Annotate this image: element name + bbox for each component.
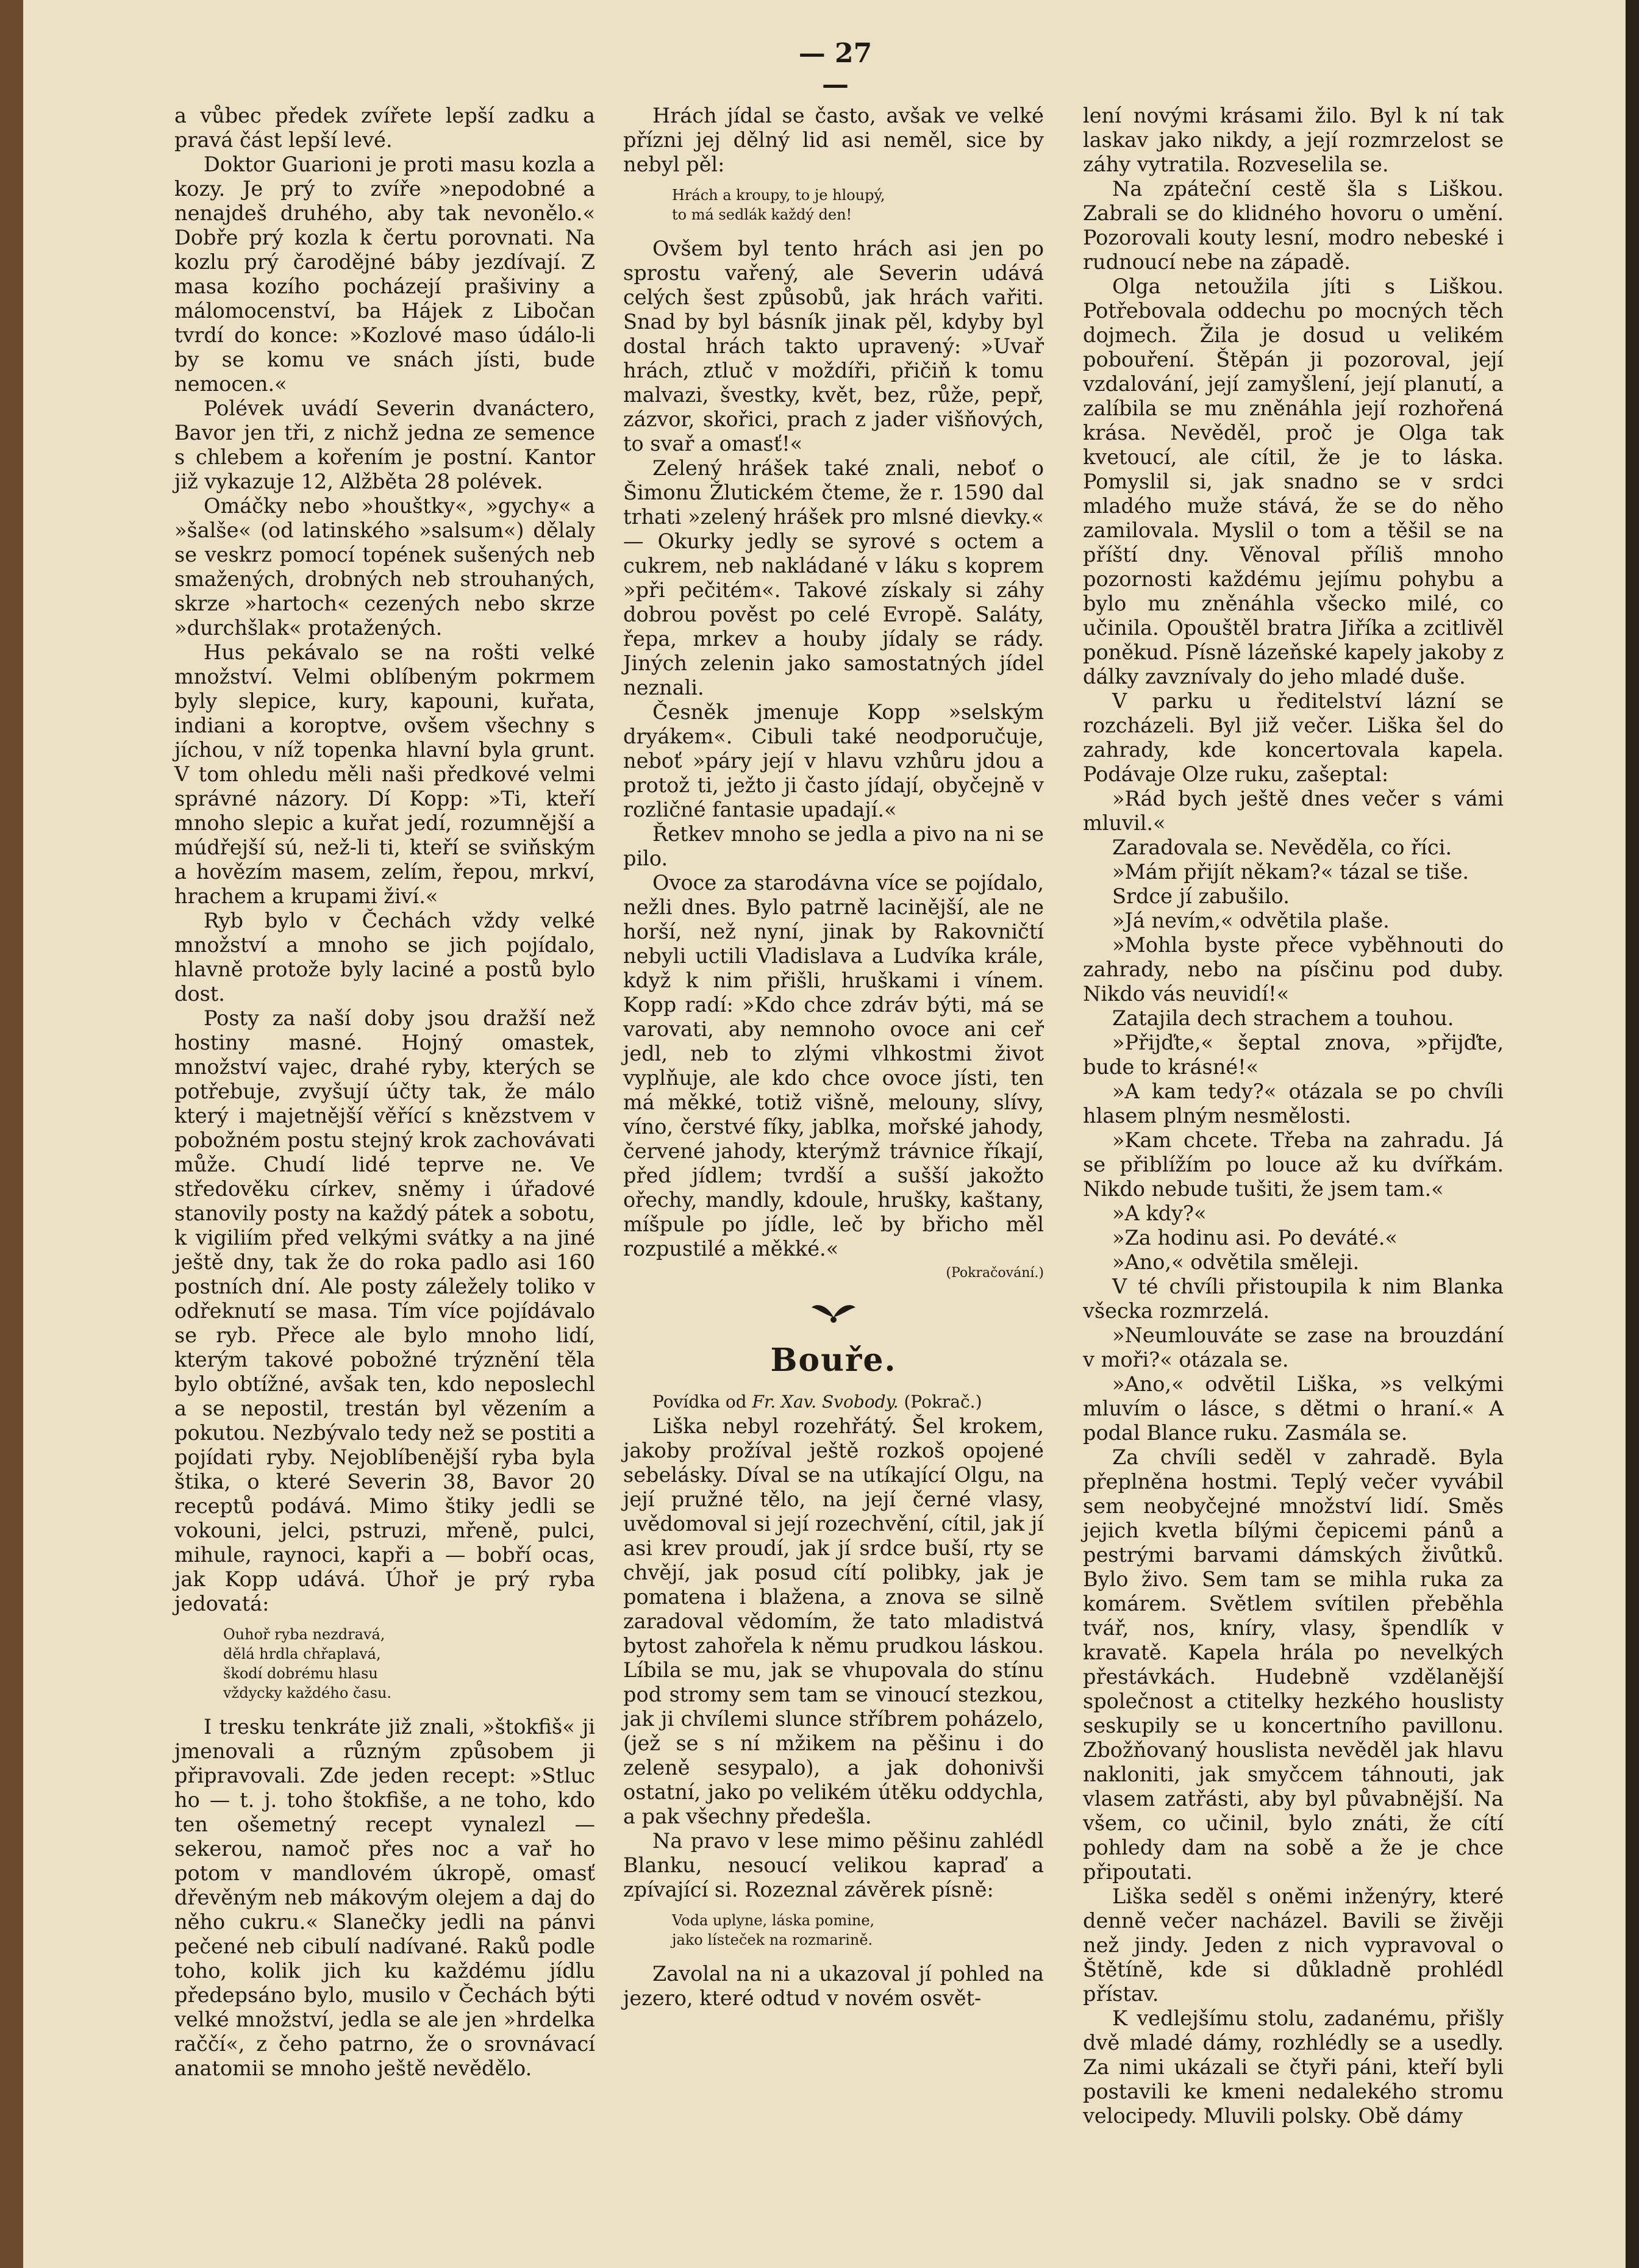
paragraph: Posty za naší doby jsou dražší než hostiny masné. Hojný omastek, množství vajec, drahé ryby, kterých se potřebuje, zvyšují účty tak, že málo který i majetnější věřící s knězstvem v pobožném postu stejný krok zachovávati může. Chudí lidé teprve ne. Ve středověku církev, sněmy i úřadové stanovily posty na každý pátek a sobotu, k vigiliím před velkými svátky a na jiné ještě dny, tak že do roka padlo asi 160 postních dní. Ale posty záležely toliko v odřeknutí se masa. Tím více pojídávalo se ryb. Přece ale bylo mnoho lidí, kterým takové pobožné trýznění těla bylo obtížné, avšak ten, kdo neposlechl a se nepostil, trestán byl vězením a pokutou. Nezbývalo tedy než se postiti a pojídati ryby. Nejoblíbenější ryba byla štika, o které Severin 38, Bavor 20 receptů podává. Mimo štiky jedli se vokouni, jelci, pstruzi, mřeně, pulci, mihule, raynoci, kapři a — bobří ocas, jak Kopp udává. Úhoř je prý ryba jedovatá:	[174, 1006, 595, 1615]
paragraph: Česněk jmenuje Kopp »selským dryákem«. Cibuli také neodporučuje, neboť »páry její v hlavu vzhůru jdou a protož ti, ježto ji často jídají, obyčejně v rozličné fantasie upadají.«	[623, 700, 1044, 821]
verse-line: to má sedlák každý den!	[672, 206, 852, 223]
verse-line: Voda uplyne, láska pomine,	[672, 1912, 875, 1929]
verse-song	[672, 1911, 1044, 1950]
story-subtitle	[623, 1390, 1044, 1414]
paragraph: »Ano,« odvětil Liška, »s velkými mluvím o lásce, s dětmi o hraní.« A podal Blance ruku. Zasmála se.	[1083, 1372, 1504, 1445]
paragraph: Omáčky nebo »houštky«, »gychy« a »šalše« (od latinského »salsum«) dělaly se veskrz pomocí topének sušených neb smažených, drobných neb strouhaných, skrze »hartoch« cezených nebo skrze »durchšlak« protažených.	[174, 494, 595, 640]
paragraph: a vůbec předek zvířete lepší zadku a pravá část lepší levé.	[174, 104, 595, 152]
paragraph: »Přijďte,« šeptal znova, »přijďte, bude to krásné!«	[1083, 1031, 1504, 1079]
column-2	[623, 104, 1044, 2011]
verse-line: Hrách a kroupy, to je hloupý,	[672, 187, 885, 204]
paragraph: Ovoce za starodávna více se pojídalo, nežli dnes. Bylo patrně lacinější, ale ne horší, než nyní, jinak by Rakovničtí nebyli uctili Vladislava a Ludvíka krále, když k nim přišli, hruškami i vínem. Kopp radí: »Kdo chce zdráv býti, má se varovati, aby nemnoho ovoce ani ceř jedl, neb to zlými vlhkostmi život vyplňuje, ale kdo chce ovoce jísti, ten má měkké, totiž višně, melouny, slívy, víno, čerstvé fíky, jablka, mořské jahody, červené jahody, kterýmž trávnice říkají, před jídlem; tvrdší a sušší jakožto ořechy, mandly, kdoule, hrušky, kaštany, míšpule po jídle, leč by břicho měl rozpustilé a měkké.«	[623, 871, 1044, 1261]
paragraph: »A kam tedy?« otázala se po chvíli hlasem plným nesmělosti.	[1083, 1079, 1504, 1128]
paragraph: »Mám přijít někam?« tázal se tiše.	[1112, 860, 1469, 884]
paragraph: Zaradovala se. Nevěděla, co říci.	[1112, 835, 1452, 859]
paragraph: Hrách jídal se často, avšak ve velké přízni jej dělný lid asi neměl, sice by nebyl pěl:	[623, 104, 1044, 176]
continued-note: (Pokračování.)	[946, 1265, 1044, 1281]
subtitle-prefix: Povídka od	[652, 1392, 747, 1412]
paragraph: Polévek uvádí Severin dvanáctero, Bavor jen tři, z nichž jedna ze semence s chlebem a kořením je postní. Kantor již vykazuje 12, Alžběta 28 polévek.	[174, 396, 595, 493]
paragraph: Zatajila dech strachem a touhou.	[1112, 1006, 1454, 1030]
verse-line: škodí dobrému hlasu	[223, 1665, 378, 1682]
paragraph: »Ano,« odvětila směleji.	[1112, 1250, 1360, 1274]
verse-peas	[672, 185, 1044, 224]
column-1	[174, 104, 595, 2081]
paragraph: K vedlejšímu stolu, zadanému, přišly dvě mladé dámy, rozhlédly se a usedly. Za nimi ukázali se čtyři páni, kteří byli postavili ke kmeni nedalekého stromu velocipedy. Mluvili polsky. Obě dámy	[1083, 2006, 1504, 2128]
paragraph: »Kam chcete. Třeba na zahradu. Já se přiblížím po louce až ku dvířkám. Nikdo nebude tušiti, že jsem tam.«	[1083, 1128, 1504, 1201]
subtitle-suffix: (Pokrač.)	[904, 1392, 982, 1412]
paragraph: Na pravo v lese mimo pěšinu zahlédl Blanku, nesoucí velikou kapraď a zpívající si. Rozeznal závěrek písně:	[623, 1829, 1044, 1901]
paragraph: Na zpáteční cestě šla s Liškou. Zabrali se do klidného hovoru o umění. Pozorovali kouty lesní, modro nebeské i rudnoucí nebe na západě.	[1083, 177, 1504, 274]
verse-line: dělá hrdla chřaplavá,	[223, 1645, 381, 1662]
verse-line: Ouhoř ryba nezdravá,	[223, 1626, 385, 1643]
paragraph: »Neumlouváte se zase na brouzdání v moři?« otázala se.	[1083, 1323, 1504, 1372]
page-right-edge	[1626, 0, 1639, 2268]
page-left-edge	[0, 0, 23, 2268]
paragraph: V té chvíli přistoupila k nim Blanka všecka rozmrzelá.	[1083, 1275, 1504, 1323]
paragraph: Olga netoužila jíti s Liškou. Potřebovala oddechu po mocných těch dojmech. Žila je dosud u velikém pobouření. Štěpán ji pozoroval, její vzdalování, její zamyšlení, její planutí, a zalíbila se mu zněnáhla její rozhořená krása. Nevěděl, proč je Olga tak kvetoucí, ale cítil, že je to láska. Pomyslil si, jak snadno se v srdci mladého muže stává, že se do něho zamilovala. Myslil o tom a těšil se na příští dny. Věnoval příliš mnoho pozornosti každému jejímu pohybu a bylo mu zněnáhla všecko milé, co učinila. Opouštěl bratra Jiříka a zcitlivěl poněkud. Písně lázeňské kapely jakoby z dálky zavznívaly do jeho mladé duše.	[1083, 274, 1504, 689]
paragraph: Liška nebyl rozehřátý. Šel krokem, jakoby prožíval ještě rozkoš opojené sebelásky. Díval se na utíkající Olgu, na její pružné tělo, na její černé vlasy, uvědomoval si její rozechvění, cítil, jak jí asi krev proudí, jak jí srdce buší, rty se chvějí, jak posud cítí polibky, jak je pomatena i blažena, a znova se silně zaradoval vědomím, že tato mladistvá bytost zahořela k němu prudkou láskou. Líbila se mu, jak se vhupovala do stínu pod stromy sem tam se vinoucí stezkou, jak ji chvílemi slunce stříbrem poházelo, (jež se s ní mžikem na pěšinu i do zeleně sesypalo), a jak dohonivši ostatní, jako po velikém útěku oddychla, a pak všechny předešla.	[623, 1414, 1044, 1828]
paragraph: I tresku tenkráte již znali, »štokfiš« ji jmenovali a různým způsobem ji připravovali. Zde jeden recept: »Stluc ho — t. j. toho štokfiše, a ne toho, kdo ten ošemetný recept vynalezl — sekerou, namoč přes noc a vař ho potom v mandlovém úkropě, omasť dřevěným neb mákovým olejem a daj do něho cukru.« Slanečky jedli na pánvi pečené neb cibulí nadívané. Raků podle toho, kolik jich ku každému jídlu předepsáno bylo, musilo v Čechách býti velké množství, jedla se ale jen »hrdelka raččí«, z čeho patrno, že o srovnávací anatomii se mnoho ještě nevědělo.	[174, 1715, 595, 2080]
paragraph: Řetkev mnoho se jedla a pivo na ni se pilo.	[623, 822, 1044, 870]
paragraph: lení novými krásami žilo. Byl k ní tak laskav jako nikdy, a její rozmrzelost se záhy vytratila. Rozveselila se.	[1083, 104, 1504, 176]
story-author: Fr. Xav. Svobody.	[752, 1392, 899, 1412]
paragraph: Ovšem byl tento hrách asi jen po sprostu vařený, ale Severin udává celých šest způsobů, jak hrách vařiti. Snad by byl básník jinak pěl, kdyby byl dostal hrách takto upravený: »Uvař hrách, ztluč v moždíři, přičiň k tomu malvazi, švestky, květ, bez, růže, pepř, zázvor, skořici, prach z jader višňových, to svař a omasť!«	[623, 237, 1044, 456]
paragraph: V parku u ředitelství lázní se rozcházeli. Byl již večer. Liška šel do zahrady, kde koncertovala kapela. Podávaje Olze ruku, zašeptal:	[1083, 689, 1504, 786]
verse-line: vždycky každého času.	[223, 1684, 392, 1701]
paragraph: »Mohla byste přece vyběhnouti do zahrady, nebo na písčinu pod duby. Nikdo vás neuvidí!«	[1083, 933, 1504, 1006]
paragraph: Zelený hrášek také znali, neboť o Šimonu Žlutickém čteme, že r. 1590 dal trhati »zelený hrášek pro mlsné dievky.« — Okurky jedly se syrové s octem a cukrem, neb nakládané v láku s koprem »při pečitém«. Takové získaly si záhy dobrou pověst po celé Evropě. Saláty, řepa, mrkev a houby jídaly se rády. Jiných zelenin jako samostatných jídel neznali.	[623, 456, 1044, 699]
paragraph: »A kdy?«	[1112, 1201, 1207, 1225]
verse-line: jako lísteček na rozmarině.	[672, 1931, 873, 1948]
column-3	[1083, 104, 1504, 2128]
paragraph: Liška seděl s oněmi inženýry, které denně večer nacházel. Bavili se živěji než jindy. Jeden z nich vypravoval o Štětíně, kde si důkladně prohlédl přístav.	[1083, 1884, 1504, 2006]
paragraph: Srdce jí zabušilo.	[1112, 884, 1290, 908]
verse-eel	[223, 1625, 595, 1703]
paragraph: »Za hodinu asi. Po deváté.«	[1112, 1226, 1398, 1250]
paragraph: Za chvíli seděl v zahradě. Byla přeplněna hostmi. Teplý večer vyvábil sem neobyčejné množství lidí. Směs jejich kvetla bílými čepicemi pánů a pestrými barvami dámských živůtků. Bylo živo. Sem tam se mihla ruka za komárem. Světlem svítilen přeběhla tvář, nos, kníry, vlasy, špendlík v kravatě. Kapela hrála po nevelkých přestávkách. Hudebně vzdělanější společnost a ctitelky hezkého houslisty seskupily se u koncertního pavillonu. Zbožňovaný houslista nevěděl jak hlavu nakloniti, jak smyčcem táhnouti, jak vlasem zatřásti, aby byl půvabnější. Na všem, co učinil, bylo znáti, že cítí pohledy dam na sobě a že je chce připoutati.	[1083, 1445, 1504, 1884]
paragraph: »Já nevím,« odvětila plaše.	[1112, 909, 1390, 932]
paragraph: Zavolal na ni a ukazoval jí pohled na jezero, které odtud v novém osvět-	[623, 1962, 1044, 2010]
paragraph: »Rád bych ještě dnes večer s vámi mluvil.«	[1083, 787, 1504, 835]
story-title: Bouře.	[770, 1342, 897, 1379]
paragraph: Ryb bylo v Čechách vždy velké množství a mnoho se jich pojídalo, hlavně protože byly laciné a postů bylo dost.	[174, 909, 595, 1006]
ornament-icon	[623, 1299, 1044, 1331]
paragraph: Doktor Guarioni je proti masu kozla a kozy. Je prý to zvíře »nepodobné a nenajdeš druhého, aby tak nevonělo.« Dobře prý kozla k čertu porovnati. Na kozlu prý čarodějné báby jezdívají. Z masa kozího pocházejí prašiviny a málomocenství, ba Hájek z Libočan tvrdí do konce: »Kozlové maso údálo-li by se komu ve snách jísti, bude nemocen.«	[174, 152, 595, 396]
paragraph: Hus pekávalo se na rošti velké množství. Velmi oblíbeným pokrmem byly slepice, kury, kapouni, kuřata, indiani a koroptve, ovšem všechny s jíchou, v níž topenka hlavní byla grunt. V tom ohledu měli naši předkové velmi správné názory. Dí Kopp: »Ti, kteří mnoho slepic a kuřat jedí, rozumnější a múdřejší sú, než-li ti, kteří se sviňským a hovězím masem, zelím, řepou, mrkví, hrachem a krupami živí.«	[174, 640, 595, 908]
page-number: — 27 —	[798, 38, 873, 100]
